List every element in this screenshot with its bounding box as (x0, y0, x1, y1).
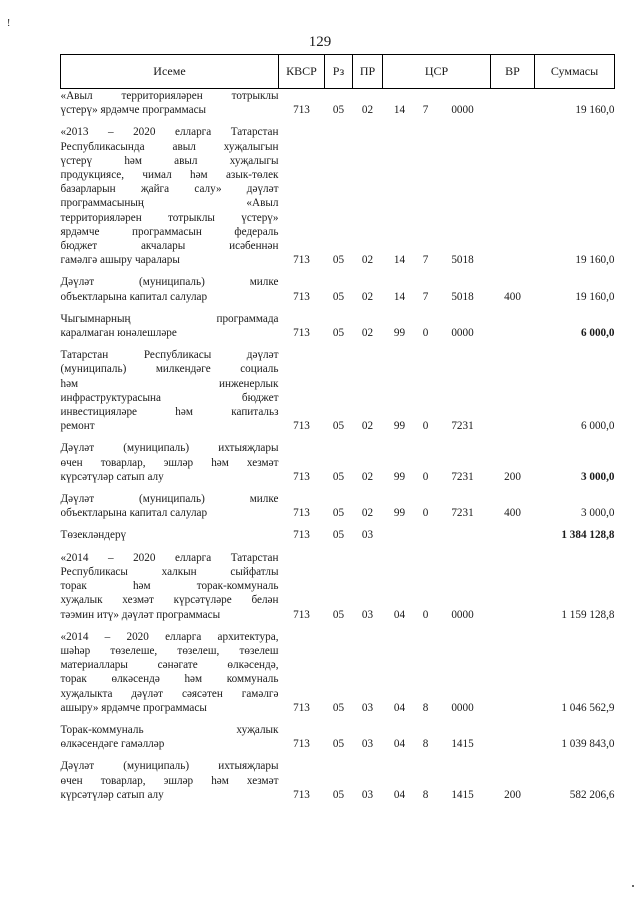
row-vr (491, 312, 535, 340)
row-name-line: үстерү» ярдәмче программасы (60, 104, 207, 117)
row-vr (491, 89, 535, 118)
row-name-line: объектларына капитал салулар (60, 290, 208, 303)
row-kvsr: 713 (293, 470, 310, 483)
row-rz: 05 (332, 738, 345, 751)
row-gap-cell (61, 484, 615, 492)
row-gap-cell (61, 433, 615, 441)
row-c1: 04 (393, 738, 406, 751)
row-gap (61, 484, 615, 492)
row-name (61, 630, 279, 715)
row-pr: 03 (361, 788, 374, 801)
row-name-line: каралмаган юнәлешләре (60, 327, 177, 340)
row-pr: 02 (361, 420, 374, 433)
row-c1 (383, 528, 417, 542)
row-gap (61, 520, 615, 528)
row-sum: 1 039 843,0 (561, 738, 615, 751)
row-c3: 0000 (451, 608, 474, 621)
row-rz: 05 (332, 254, 345, 267)
row-c1: 04 (393, 788, 406, 801)
row-c1: 14 (393, 254, 406, 267)
row-name-line: продукциясе, чимал һәм азык-төлек (60, 169, 279, 182)
row-vr: 200 (504, 470, 521, 483)
scan-dot (632, 885, 634, 887)
row-name-line: гамәлгә ашыру чаралары (60, 254, 180, 267)
row-c2: 0 (422, 327, 429, 340)
row-gap-cell (61, 267, 615, 275)
row-name (61, 312, 279, 340)
row-sum: 1 384 128,8 (561, 529, 615, 542)
row-rz: 05 (332, 327, 345, 340)
row-rz: 05 (332, 507, 345, 520)
row-c2: 8 (422, 738, 429, 751)
row-kvsr: 713 (293, 788, 310, 801)
row-c2: 7 (422, 104, 429, 117)
row-c1: 99 (393, 420, 406, 433)
row-c3: 0000 (451, 327, 474, 340)
row-name-line: инфраструктурасына бюджет (60, 391, 279, 404)
row-kvsr: 713 (293, 420, 310, 433)
row-name-line: күрсәтүләр сатып алу (60, 470, 164, 483)
table-row (61, 348, 615, 433)
row-name (61, 441, 279, 484)
row-name-line: үстерү һәм авыл хуҗалыгы (60, 154, 279, 167)
row-vr: 200 (504, 788, 521, 801)
row-c2: 7 (422, 254, 429, 267)
row-name-line: Дәүләт (муниципаль) милке (60, 493, 279, 506)
row-vr (491, 551, 535, 622)
row-pr: 03 (361, 529, 374, 542)
row-c3 (435, 528, 491, 542)
row-name-line: ашыру» ярдәмче программасы (60, 701, 207, 714)
row-gap (61, 433, 615, 441)
row-name-line: Республикасында авыл хуҗалыгын (60, 140, 279, 153)
row-name-line: ремонт (60, 420, 95, 433)
row-pr: 03 (361, 738, 374, 751)
row-c3: 0000 (451, 701, 474, 714)
row-rz: 05 (332, 608, 345, 621)
row-gap-cell (61, 715, 615, 723)
row-name-line: программасының «Авыл (60, 197, 279, 210)
row-name (61, 275, 279, 303)
row-name (61, 492, 279, 520)
corner-mark: ! (7, 18, 11, 29)
row-name-line: Чыгымнарның программада (60, 312, 279, 325)
row-name-line: базарларын җайга салу» дәүләт (60, 183, 279, 196)
row-name-line: тәэмин итү» дәүләт программасы (60, 608, 221, 621)
row-c2: 0 (422, 420, 429, 433)
row-name-line: материаллары сәнәгате өлкәсендә, (60, 659, 279, 672)
row-name-line: «2013 – 2020 елларга Татарстан (60, 126, 279, 139)
row-rz: 05 (332, 701, 345, 714)
row-c3: 1415 (451, 738, 474, 751)
table-header-row (61, 55, 615, 89)
row-gap-cell (61, 304, 615, 312)
row-name-line: (муниципаль) милкендәге социаль (60, 363, 279, 376)
row-name-line: Дәүләт (муниципаль) милке (60, 276, 279, 289)
row-name-line: Дәүләт (муниципаль) ихтыяҗлары (60, 442, 279, 455)
header-pr: ПР (353, 55, 383, 89)
table-row (61, 441, 615, 484)
row-rz: 05 (332, 290, 345, 303)
header-sum: Суммасы (535, 55, 615, 89)
row-name-line: «2014 – 2020 елларга Татарстан (60, 551, 279, 564)
row-c1: 99 (393, 327, 406, 340)
row-rz: 05 (332, 104, 345, 117)
row-vr (491, 348, 535, 433)
row-sum: 1 046 562,9 (561, 701, 615, 714)
row-name (61, 89, 279, 118)
header-rz: Рз (325, 55, 353, 89)
row-name-line: күрсәтүләр сатып алу (60, 788, 164, 801)
row-rz: 05 (332, 788, 345, 801)
table-row (61, 551, 615, 622)
row-kvsr: 713 (293, 701, 310, 714)
row-name-line: «Авыл территорияләрен тотрыклы (60, 90, 279, 102)
table-row (61, 492, 615, 520)
row-c2: 0 (422, 507, 429, 520)
row-c3: 7231 (451, 420, 474, 433)
row-c3: 1415 (451, 788, 474, 801)
row-c1: 04 (393, 608, 406, 621)
header-name: Исеме (61, 55, 279, 89)
row-name-line: Республикасы халкын сыйфатлы (60, 565, 279, 578)
page-number: 129 (308, 34, 332, 50)
row-name (61, 759, 279, 802)
table-row (61, 89, 615, 118)
row-name-line: торак өлкәсендә һәм коммуналь (60, 673, 279, 686)
row-name-line: инвестицияләре һәм капитальз (60, 406, 279, 419)
row-gap-cell (61, 622, 615, 630)
row-gap-cell (61, 520, 615, 528)
row-c1: 99 (393, 507, 406, 520)
row-gap (61, 751, 615, 759)
row-c3: 0000 (451, 104, 474, 117)
row-gap (61, 340, 615, 348)
row-name-line: ярдәмче программасын федераль (60, 225, 279, 238)
row-sum: 1 159 128,8 (561, 608, 615, 621)
table-row (61, 759, 615, 802)
row-kvsr: 713 (293, 327, 310, 340)
row-name-line: бюджет акчалары исәбеннән (60, 240, 279, 253)
row-gap (61, 715, 615, 723)
row-c3: 5018 (451, 290, 474, 303)
table-row (61, 312, 615, 340)
row-sum: 19 160,0 (575, 290, 615, 303)
row-name-line: хуҗалыкта дәүләт сәясәтен гамәлгә (60, 687, 279, 700)
row-pr: 03 (361, 608, 374, 621)
row-pr: 02 (361, 254, 374, 267)
row-name-line: объектларына капитал салулар (60, 507, 208, 520)
row-sum: 19 160,0 (575, 104, 615, 117)
table-row (61, 125, 615, 267)
row-kvsr: 713 (293, 104, 310, 117)
row-pr: 02 (361, 327, 374, 340)
row-sum: 6 000,0 (580, 327, 615, 340)
row-gap-cell (61, 751, 615, 759)
row-name (61, 125, 279, 267)
table-row (61, 275, 615, 303)
row-sum: 6 000,0 (580, 420, 615, 433)
row-gap-cell (61, 340, 615, 348)
row-c1: 04 (393, 701, 406, 714)
row-name-line: Татарстан Республикасы дәүләт (60, 349, 279, 362)
row-gap (61, 304, 615, 312)
row-gap-cell (61, 117, 615, 125)
row-c2: 7 (422, 290, 429, 303)
row-name-line: һәм инженерлык (60, 377, 279, 390)
row-vr: 400 (504, 507, 521, 520)
row-gap (61, 543, 615, 551)
row-name (61, 348, 279, 433)
row-name (61, 551, 279, 622)
table-body (61, 89, 615, 802)
row-pr: 02 (361, 507, 374, 520)
row-kvsr: 713 (293, 738, 310, 751)
table-row (61, 630, 615, 715)
row-name-line: торак һәм торак-коммуналь (60, 580, 279, 593)
row-c3: 7231 (451, 470, 474, 483)
row-c2: 0 (422, 608, 429, 621)
row-name (61, 528, 279, 542)
row-vr (491, 630, 535, 715)
row-sum: 3 000,0 (580, 507, 615, 520)
row-name-line: Торак-коммуналь хуҗалык (60, 723, 279, 736)
row-c1: 99 (393, 470, 406, 483)
row-pr: 02 (361, 104, 374, 117)
row-c2 (417, 528, 435, 542)
header-csr: ЦСР (383, 55, 491, 89)
row-vr (491, 125, 535, 267)
table-row (61, 528, 615, 542)
header-kvsr: КВСР (279, 55, 325, 89)
row-name (61, 723, 279, 751)
row-name-line: шәһәр төзелеше, төзелеш, төзелеш (60, 644, 279, 657)
header-vr: ВР (491, 55, 535, 89)
row-name-line: өчен товарлар, эшләр һәм хезмәт (60, 774, 279, 787)
row-c2: 0 (422, 470, 429, 483)
row-kvsr: 713 (293, 254, 310, 267)
row-c1: 14 (393, 290, 406, 303)
table-row (61, 723, 615, 751)
row-vr (491, 528, 535, 542)
row-rz: 05 (332, 420, 345, 433)
row-c3: 7231 (451, 507, 474, 520)
row-vr: 400 (504, 290, 521, 303)
budget-table (60, 54, 615, 802)
row-gap (61, 267, 615, 275)
row-gap-cell (61, 543, 615, 551)
row-pr: 03 (361, 701, 374, 714)
row-name-line: Төзекләндерү (60, 529, 127, 542)
row-c2: 8 (422, 788, 429, 801)
row-pr: 02 (361, 290, 374, 303)
row-name-line: хуҗалык хезмәт күрсәтүләре белән (60, 594, 279, 607)
row-kvsr: 713 (293, 290, 310, 303)
row-kvsr: 713 (293, 507, 310, 520)
row-kvsr: 713 (293, 608, 310, 621)
row-c3: 5018 (451, 254, 474, 267)
row-gap (61, 622, 615, 630)
row-sum: 19 160,0 (575, 254, 615, 267)
row-name-line: «2014 – 2020 елларга архитектура, (60, 630, 279, 643)
row-kvsr: 713 (293, 529, 310, 542)
row-gap (61, 117, 615, 125)
row-pr: 02 (361, 470, 374, 483)
row-vr (491, 723, 535, 751)
row-name-line: территорияләрен тотрыклы үстерү» (60, 211, 279, 224)
row-rz: 05 (332, 470, 345, 483)
row-sum: 3 000,0 (580, 470, 615, 483)
row-sum: 582 206,6 (569, 788, 615, 801)
row-name-line: өчен товарлар, эшләр һәм хезмәт (60, 456, 279, 469)
row-c2: 8 (422, 701, 429, 714)
row-rz: 05 (332, 529, 345, 542)
row-name-line: Дәүләт (муниципаль) ихтыяҗлары (60, 760, 279, 773)
row-c1: 14 (393, 104, 406, 117)
row-name-line: өлкәсендәге гамәлләр (60, 738, 165, 751)
